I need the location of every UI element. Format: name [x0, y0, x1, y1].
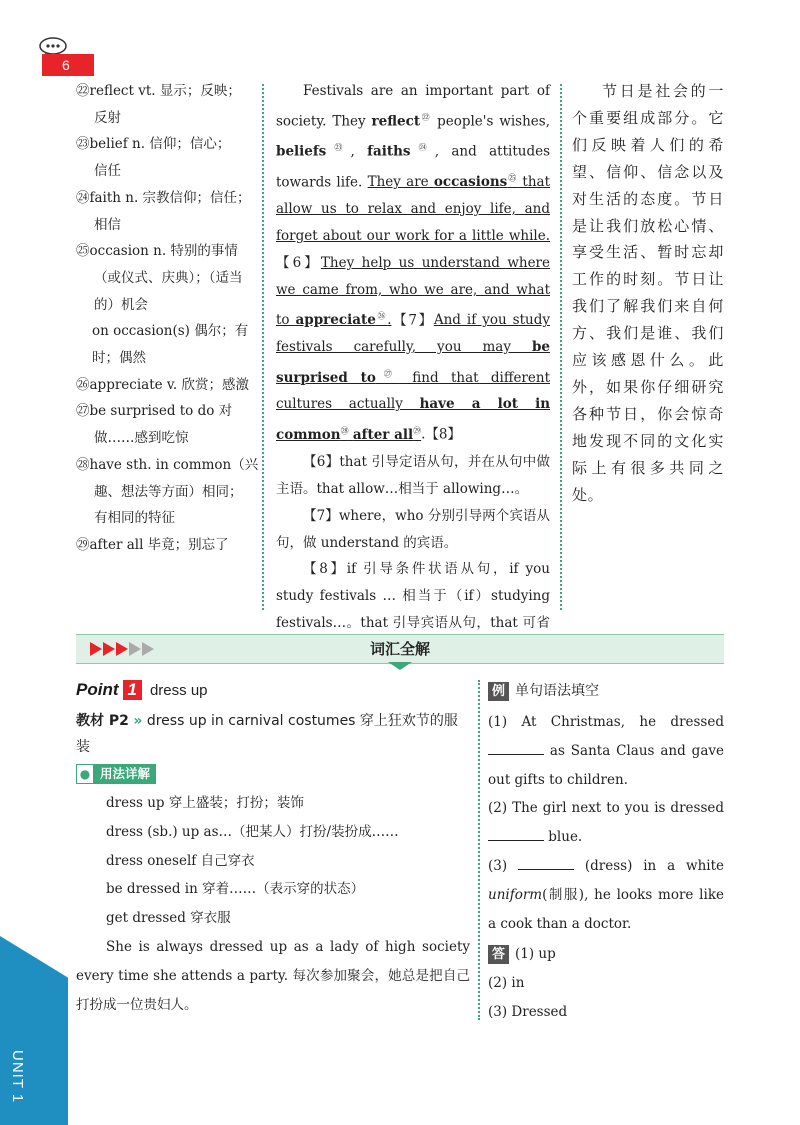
- textbook-source: 教材 P2 » dress up in carnival costumes 穿上狂欢节的服装: [76, 713, 458, 755]
- column-divider: [560, 84, 562, 610]
- answer-blank: [488, 740, 544, 755]
- reading-passage: Festivals are an important part of society. They reflect$^㉒$ people's wishes, beliefs$^㉓$, faiths$^㉔$, and attitudes towards life. They are occasions$^㉕$ that allow us to relax and enjoy life, and forget about our work for a little while.【6】They help us understand where we came from, who we are, and what to appreciate$^㉖$.【7】And if you study festivals carefully, you may be surprised $to^㉗$ find that different cultures actually have a lot in common$^㉘$ after all$^㉙$.【8】 【6】that 引导定语从句，并在从句中做主语。that allow…相当于 allowing…。 【7】where，who 分别引导两个宾语从句，做 understand 的宾语。 【8】if 引导条件状语从句，if you study festivals … 相当于（if）studying festivals…。that 引导宾语从句，that 可省: [276, 78, 550, 664]
- banner-pointer: [388, 662, 412, 670]
- answer-item: (3) Dressed: [488, 1003, 568, 1020]
- page-number: 6: [42, 54, 94, 76]
- glossary-item: ㉓belief n. 信仰；信心；: [76, 136, 231, 153]
- glossary-item: ㉖appreciate v. 欣赏；感激: [76, 376, 250, 393]
- usage-item: dress oneself 自己穿衣: [106, 852, 255, 869]
- glossary-line: 趣、想法等方面）相同；: [94, 483, 243, 500]
- example-tag: 例: [488, 682, 509, 701]
- exercise-item: (3) (dress) in a white uniform(制服), he looks more like a cook than a doctor.: [488, 852, 724, 938]
- exercise-heading: 例 单句语法填空: [488, 680, 599, 701]
- exercise-list: [488, 708, 724, 938]
- usage-badge: ● 用法详解: [76, 764, 156, 784]
- usage-item: get dressed 穿衣服: [106, 910, 231, 927]
- glossary-column: [76, 78, 260, 559]
- section-banner: [76, 634, 724, 664]
- answer-item: 答 (1) up: [488, 940, 567, 969]
- usage-item: dress (sb.) up as…（把某人）打扮/装扮成……: [106, 823, 399, 840]
- answer-blank: [518, 855, 574, 870]
- glossary-line: 的）机会: [94, 296, 148, 313]
- grammar-note: 【7】where，who 分别引导两个宾语从句，做 understand 的宾语。: [276, 507, 550, 551]
- glossary-item: ㉙after all 毕竟；别忘了: [76, 536, 229, 553]
- glossary-item: ㉗be surprised to do 对: [76, 403, 233, 420]
- usage-item: be dressed in 穿着……（表示穿的状态）: [106, 881, 365, 898]
- glossary-item: ㉕occasion n. 特别的事情: [76, 243, 238, 260]
- glossary-line: on occasion(s) 偶尔；有: [92, 323, 249, 340]
- section-title: 词汇全解: [369, 640, 430, 658]
- grammar-note: 【8】if 引导条件状语从句，if you study festivals … 相当于（if）studying festivals…。that 引导宾语从句，that 可省: [276, 561, 550, 632]
- answer-list: [488, 940, 567, 1026]
- glossary-item: ㉔faith n. 宗教信仰；信任；: [76, 189, 251, 206]
- chinese-translation: 节日是社会的一个重要组成部分。它们反映着人们的希望、信仰、信念以及对生活的态度。节日是让我们放松心情、享受生活、暂时忘却工作的时刻。节日让我们了解我们来自何方、我们是谁、我们应该感恩什么。此外，如果你仔细研究各种节日，你会惊奇地发现不同的文化实际上有很多共同之处。: [572, 82, 724, 504]
- answer-item: (2) in: [488, 974, 525, 991]
- point-heading: Point 1 dress up: [76, 680, 208, 699]
- column-divider: [262, 84, 264, 610]
- exercise-item: (1) At Christmas, he dressed as Santa Claus and gave out gifts to children.: [488, 714, 724, 788]
- usage-item: dress up 穿上盛装；打扮；装饰: [106, 795, 304, 811]
- usage-list: [76, 789, 470, 1019]
- glossary-line: 时；偶然: [92, 350, 146, 367]
- glossary-line: 反射: [94, 109, 121, 126]
- location-pin-icon: ●: [76, 764, 94, 784]
- answer-tag: 答: [488, 945, 509, 964]
- glossary-line: 有相同的特征: [94, 510, 175, 527]
- grammar-note: 【6】that 引导定语从句，并在从句中做主语。that allow…相当于 allowing…。: [276, 453, 550, 497]
- point-number: 1: [123, 680, 142, 700]
- unit-label: UNIT 1: [9, 1050, 26, 1104]
- glossary-line: 信任: [94, 163, 121, 180]
- glossary-item: ㉒reflect vt. 显示；反映；: [76, 83, 241, 99]
- glossary-item: ㉘have sth. in common（兴: [76, 456, 259, 473]
- exercise-item: (2) The girl next to you is dressed blue.: [488, 800, 724, 846]
- usage-example: She is always dressed up as a lady of high society every time she attends a party. 每次参加聚会，她总是把自己打扮成一位贵妇人。: [76, 938, 470, 1013]
- answer-blank: [488, 826, 544, 841]
- glossary-line: 相信: [94, 216, 121, 233]
- column-divider: [478, 680, 480, 1020]
- point-title: dress up: [149, 682, 208, 699]
- glossary-line: （或仪式、庆典）；（适当: [94, 269, 243, 286]
- glossary-line: 做……感到吃惊: [94, 430, 189, 447]
